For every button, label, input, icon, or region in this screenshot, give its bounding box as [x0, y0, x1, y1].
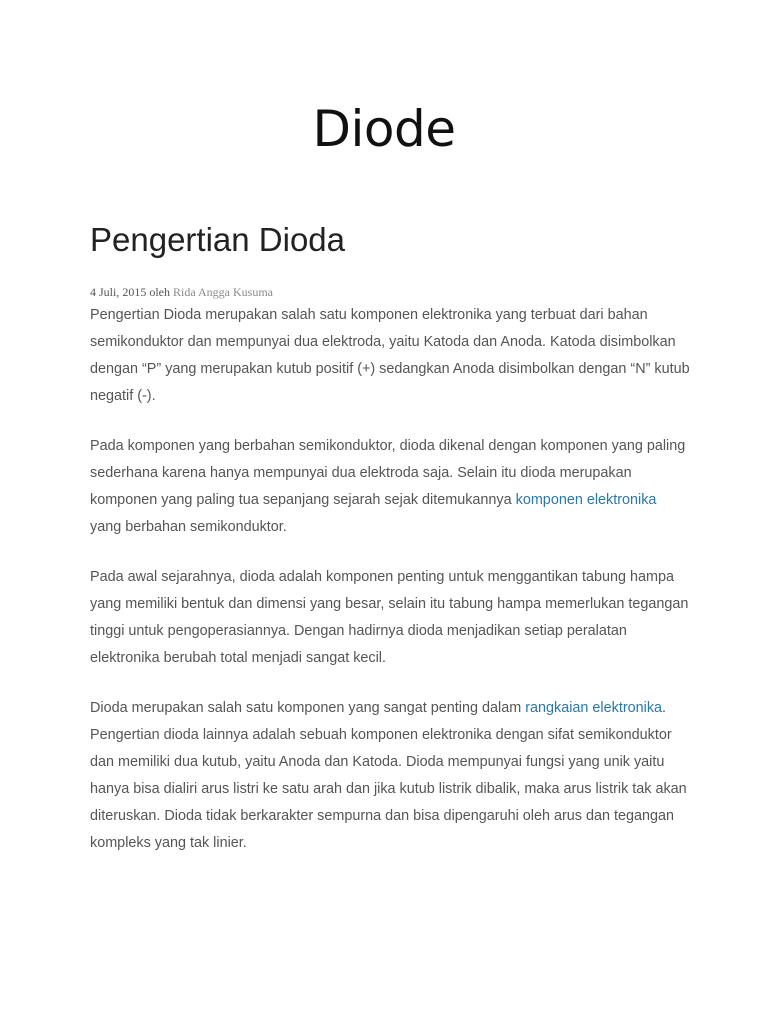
paragraph-2-text-after: yang berbahan semikonduktor. — [90, 519, 287, 535]
paragraph-4-text-after: . Pengertian dioda lainnya adalah sebuah komponen elektronika dengan sifat semikonduktor dan memiliki dua kutub, yaitu Anoda dan Katoda. Dioda mempunyai fungsi yang unik yaitu hanya bisa dialiri arus listri ke satu arah dan jika kutub listrik dibalik, maka arus listrik tak akan diteruskan. Dioda tidak berkarakter sempurna dan bisa dipengaruhi oleh arus dan tegangan kompleks yang tak linier. — [90, 700, 687, 851]
document-title: Diode — [312, 100, 456, 158]
article — [90, 218, 690, 880]
article-meta — [90, 284, 690, 300]
link-rangkaian-elektronika[interactable]: rangkaian elektronika — [525, 700, 663, 716]
author-name: Rida Angga Kusuma — [173, 285, 274, 299]
paragraph-4 — [90, 695, 690, 857]
paragraph-1: Pengertian Dioda merupakan salah satu komponen elektronika yang terbuat dari bahan semikonduktor dan mempunyai dua elektroda, yaitu Katoda dan Anoda. Katoda disimbolkan dengan “P” yang merupakan kutub positif (+) sedangkan Anoda disimbolkan dengan “N” kutub negatif (-). — [90, 307, 690, 404]
post-date: 4 Juli, 2015 — [90, 285, 147, 299]
paragraph-2-text-before: Pada komponen yang berbahan semikonduktor, dioda dikenal dengan komponen yang paling sederhana karena hanya mempunyai dua elektroda saja. Selain itu dioda merupakan komponen yang paling tua sepanjang sejarah sejak ditemukannya — [90, 438, 686, 508]
paragraph-4-text-before: Dioda merupakan salah satu komponen yang sangat penting dalam — [90, 700, 526, 716]
paragraph-3: Pada awal sejarahnya, dioda adalah komponen penting untuk menggantikan tabung hampa yang memiliki bentuk dan dimensi yang besar, selain itu tabung hampa memerlukan tegangan tinggi untuk pengoperasiannya. Dengan hadirnya dioda menjadikan setiap peralatan elektronika berubah total menjadi sangat kecil. — [90, 569, 689, 666]
paragraph-2 — [90, 433, 690, 541]
byline-by: oleh — [149, 285, 171, 299]
article-title: Pengertian Dioda — [90, 221, 346, 258]
link-komponen-elektronika[interactable]: komponen elektronika — [515, 492, 657, 508]
